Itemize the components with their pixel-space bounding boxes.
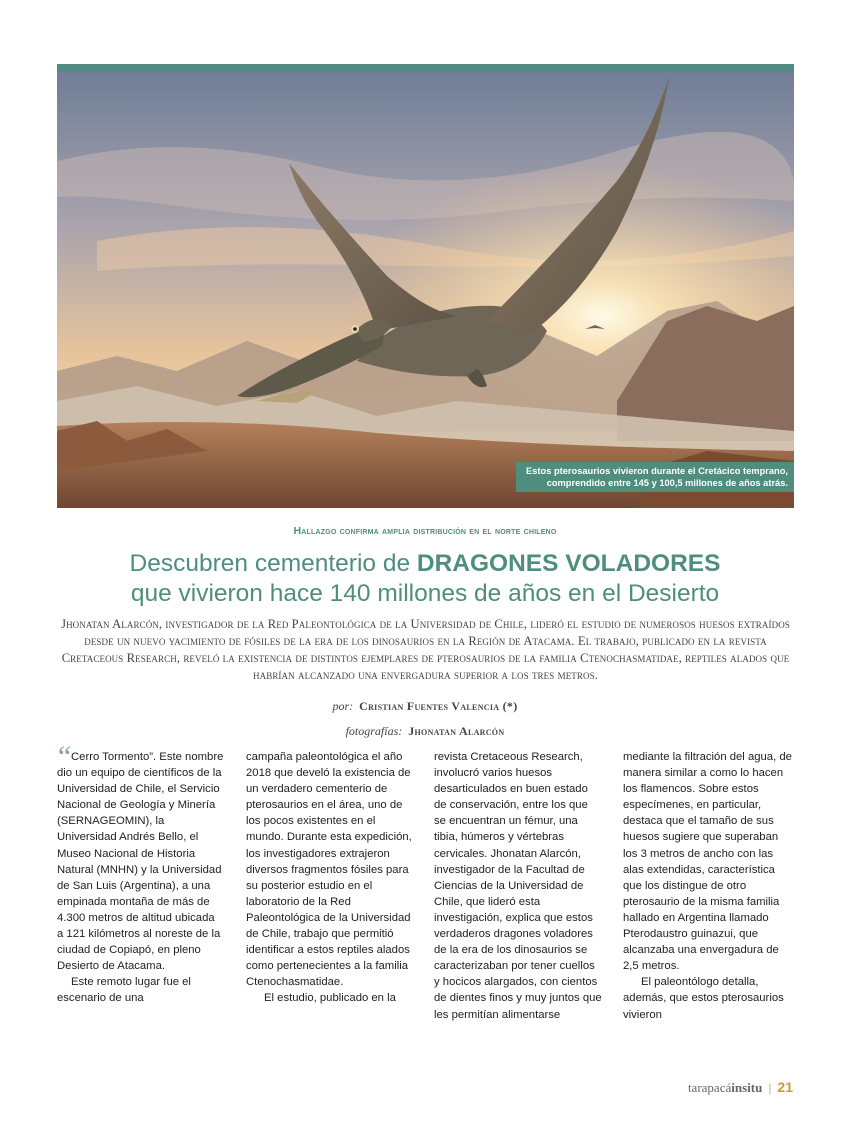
body-paragraph: revista Cretaceous Research, involucró varios huesos desarticulados en buen estado de conservación, entre los que se encuentran un fémur, una tibia, húmeros y vértebras cervicales. Jhonatan Alarcón, investigador de la Facultad de Ciencias de la Universidad de Chile, que lideró esta investigación, explica que estos verdaderos dragones voladores de la era de los dinosaurios se caracterizaban por tener cuellos y hocicos alargados, con cientos de dientes finos y muy juntos que les permitían alimentarse xyxy=(434,751,602,1021)
body-paragraph: Este remoto lugar fue el escenario de una xyxy=(57,976,191,1005)
photo-credit xyxy=(0,724,850,739)
body-paragraph: El paleontólogo detalla, además, que estos pterosaurios vivieron xyxy=(623,976,784,1021)
body-column-3 xyxy=(434,749,602,1023)
byline xyxy=(0,699,850,714)
caption-line-2: comprendido entre 145 y 100,5 millones de años atrás. xyxy=(546,478,788,488)
article-headline xyxy=(0,549,850,609)
article-lead: Jhonatan Alarcón, investigador de la Red Paleontológica de la Universidad de Chile, lideró el estudio de numerosos huesos extraídos desde un nuevo yacimiento de fósiles de la era de los dinosaurios en la Región de Atacama. El trabajo, publicado en la revista Cretaceous Research, reveló la existencia de distintos ejemplares de pterosaurios de la familia Ctenochasmatidae, reptiles alados que habrían alcanzado una envergadura superior a los tres metros. xyxy=(61,617,790,682)
headline-text: Descubren cementerio de xyxy=(129,550,417,577)
hero-image xyxy=(57,71,794,508)
page-footer xyxy=(688,1079,793,1096)
body-column-2 xyxy=(246,749,412,1007)
headline-emphasis: DRAGONES VOLADORES xyxy=(416,550,721,577)
body-column-1 xyxy=(57,749,224,1007)
headline-line-2: que vivieron hace 140 millones de años en el Desierto xyxy=(130,580,720,607)
pterosaur-illustration xyxy=(57,71,794,508)
page-number: 21 xyxy=(777,1079,793,1095)
byline-author: Cristian Fuentes Valencia (*) xyxy=(359,699,518,713)
body-paragraph: campaña paleontológica el año 2018 que develó la existencia de un verdadero cementerio de pterosaurios en el área, uno de los pocos existentes en el mundo. Durante esta expedición, los investigadores extrajeron diversos fragmentos fósiles para su posterior estudio en el laboratorio de la Red Paleontológica de la Universidad de Chile, trabajo que permitió identificar a estos reptiles alados como pertenecientes a la familia Ctenochasmatidae. xyxy=(246,751,412,989)
magazine-brand: tarapacáinsitu xyxy=(687,1080,763,1095)
footer-separator: | xyxy=(768,1080,772,1095)
headline-line-1 xyxy=(0,549,850,579)
opening-quote-mark: “ xyxy=(55,740,72,773)
image-caption xyxy=(516,462,794,492)
top-accent-rule xyxy=(57,64,794,71)
byline-label: por: xyxy=(332,699,354,713)
body-paragraph: mediante la filtración del agua, de manera similar a como lo hacen los flamencos. Sobre estos especímenes, en particular, destaca que el tamaño de sus huesos sugiere que superaban los 3 metros de ancho con las alas extendidas, característica que los distingue de otro pterosaurio de la misma familia hallado en Argentina llamado Pterodaustro guinazui, que alcanzaba una envergadura de 2,5 metros. xyxy=(623,751,792,973)
photo-credit-name: Jhonatan Alarcón xyxy=(408,724,505,738)
caption-line-1: Estos pterosaurios vivieron durante el Cretácico temprano, xyxy=(526,466,788,476)
article-kicker: Hallazgo confirma amplia distribución en el norte chileno xyxy=(293,525,557,537)
body-column-4 xyxy=(623,749,794,1023)
body-paragraph: Cerro Tormento”. Este nombre dio un equipo de científicos de la Universidad de Chile, el Servicio Nacional de Geología y Minería (SERNAGEOMIN), la Universidad Andrés Bello, el Museo Nacional de Historia Natural (MNHN) y la Universidad de San Luis (Argentina), a una empinada montaña de más de 4.300 metros de altitud ubicada a 121 kilómetros al noreste de la ciudad de Copiapó, en pleno Desierto de Atacama. xyxy=(57,751,224,973)
body-paragraph: El estudio, publicado en la xyxy=(264,992,396,1005)
photo-credit-label: fotografías: xyxy=(345,724,403,738)
